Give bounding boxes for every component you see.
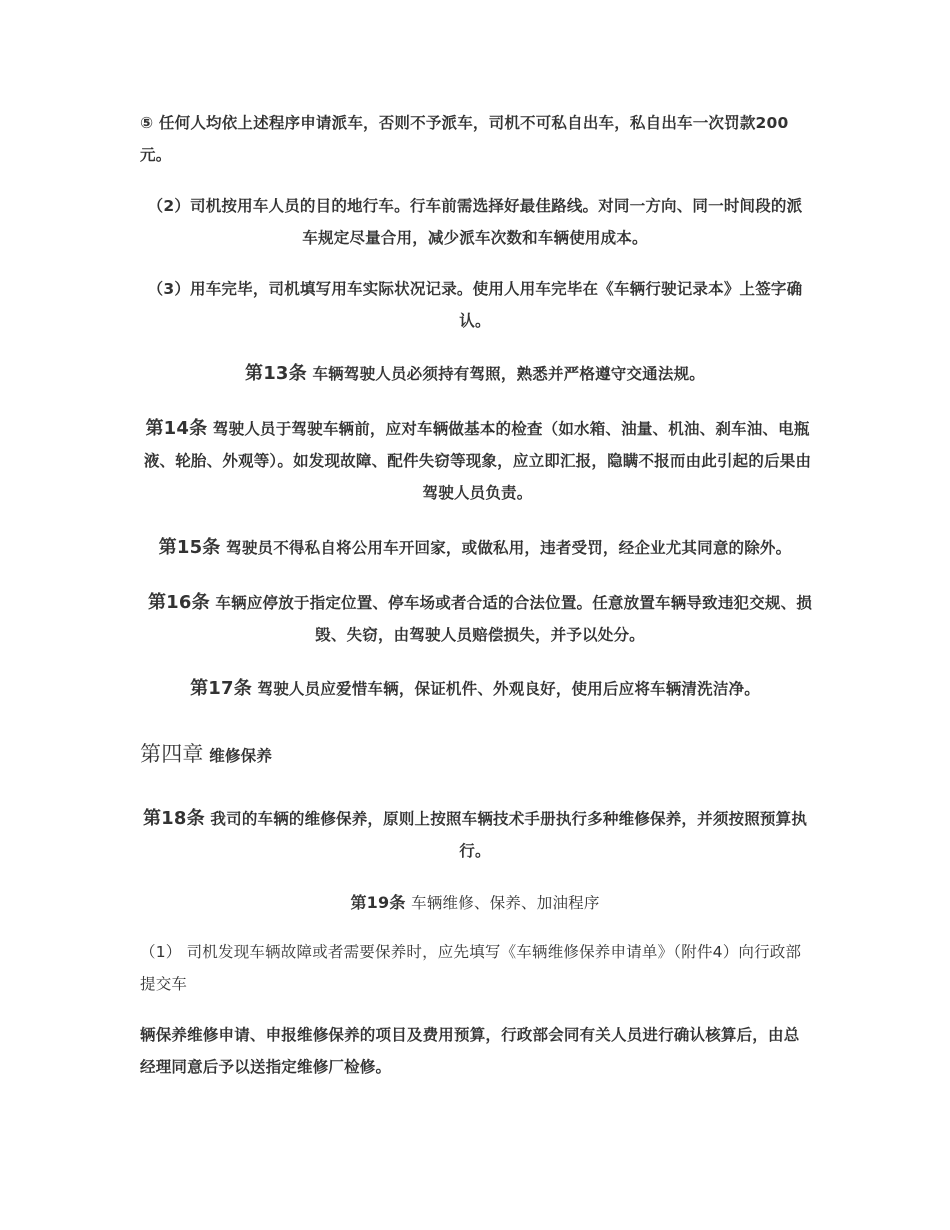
article-17-number: 第17条: [190, 678, 252, 699]
article-13-text: 车辆驾驶人员必须持有驾照，熟悉并严格遵守交通法规。: [312, 365, 705, 383]
article-17-text: 驾驶人员应爱惜车辆，保证机件、外观良好，使用后应将车辆清洗洁净。: [257, 680, 760, 698]
article-15-number: 第15条: [158, 537, 221, 558]
article-18: [140, 803, 810, 867]
article-14-number: 第14条: [145, 418, 208, 439]
article-18-text: 我司的车辆的维修保养，原则上按照车辆技术手册执行多种维修保养，并须按照预算执行。: [210, 810, 808, 860]
article-13-number: 第13条: [245, 363, 307, 384]
article-19-number: 第19条: [350, 893, 406, 912]
paragraph-dispatch-rule: ⑤ 任何人均依上述程序申请派车，否则不予派车，司机不可私自出车，私自出车一次罚款200元。: [140, 114, 789, 164]
paragraph-maintenance-approval: 辆保养维修申请、申报维修保养的项目及费用预算，行政部会同有关人员进行确认核算后，由总经理同意后予以送指定维修厂检修。: [140, 1026, 800, 1076]
article-15: [140, 532, 810, 564]
chapter-subtitle: 维修保养: [209, 747, 273, 765]
article-14: [140, 413, 815, 509]
article-19: [140, 887, 810, 919]
chapter-heading: [140, 738, 810, 772]
article-19-text: 车辆维修、保养、加油程序: [411, 894, 600, 912]
article-16-number: 第16条: [147, 592, 210, 613]
paragraph-driver-route: （2）司机按用车人员的目的地行车。行车前需选择好最佳路线。对同一方向、同一时间段的派车规定尽量合用，减少派车次数和车辆使用成本。: [147, 197, 803, 247]
article-14-text: 驾驶人员于驾驶车辆前，应对车辆做基本的检查（如水箱、油量、机油、刹车油、电瓶液、轮胎、外观等）。如发现故障、配件失窃等现象，应立即汇报，隐瞒不报而由此引起的后果由驾驶人员负责。: [143, 420, 812, 502]
article-16-text: 车辆应停放于指定位置、停车场或者合适的合法位置。任意放置车辆导致违犯交规、损毁、失窃，由驾驶人员赔偿损失，并予以处分。: [215, 594, 813, 644]
article-16: [140, 587, 820, 651]
paragraph-maintenance-request: （1） 司机发现车辆故障或者需要保养时，应先填写《车辆维修保养申请单》（附件4）向行政部提交车: [140, 943, 802, 993]
article-13: [140, 358, 810, 390]
article-18-number: 第18条: [142, 808, 205, 829]
article-15-text: 驾驶员不得私自将公用车开回家，或做私用，违者受罚，经企业尤其同意的除外。: [226, 539, 792, 557]
paragraph-usage-record: （3）用车完毕，司机填写用车实际状况记录。使用人用车完毕在《车辆行驶记录本》上签字确认。: [147, 280, 803, 330]
chapter-title: 第四章: [140, 742, 204, 766]
article-17: [140, 673, 810, 705]
